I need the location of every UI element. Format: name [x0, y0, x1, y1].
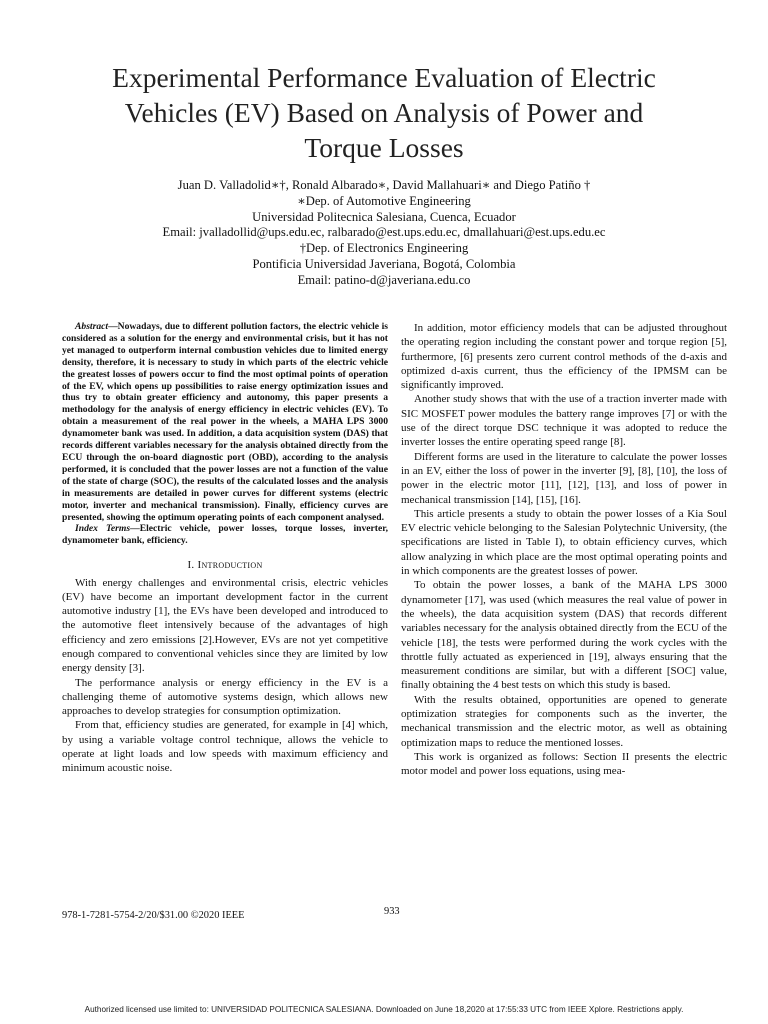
title-line: Experimental Performance Evaluation of Electric	[112, 62, 656, 93]
affiliation-dept-1: ∗Dep. of Automotive Engineering	[297, 193, 471, 208]
body-paragraph: This work is organized as follows: Section II presents the electric motor model and power loss equations, using mea-	[401, 750, 727, 778]
license-notice: Authorized licensed use limited to: UNIVERSIDAD POLITECNICA SALESIANA. Downloaded on June 18,2020 at 17:55:33 UTC from IEEE Xplore. Restrictions apply.	[84, 1005, 684, 1014]
index-terms	[62, 523, 388, 547]
body-paragraph: Another study shows that with the use of a traction inverter made with SIC MOSFET power modules the battery range improves [7] or with the use of the direct torque DSC technique it was adopted to reduce the inverter losses the entire operating speed range [8].	[401, 393, 727, 449]
page-number: 933	[384, 906, 400, 917]
footer-isbn: 978-1-7281-5754-2/20/$31.00 ©2020 IEEE	[62, 910, 245, 921]
body-paragraph: This article presents a study to obtain the power losses of a Kia Soul EV electric vehicle belonging to the Salesian Polytechnic University, (the specifications are listed in Table I), to obtain efficiency curves, which allow analyzing in which place are the most optimal operating points and in which components are the greatest losses of power.	[401, 507, 727, 578]
body-paragraph: With the results obtained, opportunities are opened to generate optimization strategies for components such as the inverter, the mechanical transmission and the electric motor, as well as obtaining optimization maps to reduce the mentioned losses.	[401, 693, 727, 749]
body-paragraph: To obtain the power losses, a bank of the MAHA LPS 3000 dynamometer [17], was used (which measures the real value of power in the wheels), the data acquisition system (DAS) that records different variables necessary for the analysis obtained directly from the ECU of the vehicle [18], the tests were performed during the work cycles with the throttle fully actuated as experienced in [19], always ensuring that the measurement conditions are similar, but with a different [SOC] value, finally obtaining the 4 best tests on which this study is based.	[401, 579, 727, 692]
author-names: Juan D. Valladolid∗†, Ronald Albarado∗, David Mallahuari∗ and Diego Patiño †	[177, 178, 591, 192]
index-terms-lead: Index Terms	[75, 523, 131, 535]
title-line: Vehicles (EV) Based on Analysis of Power and	[124, 97, 644, 128]
index-terms-text: —Electric vehicle, power losses, torque losses, inverter, dynamometer bank, efficiency.	[62, 523, 388, 547]
body-paragraph: In addition, motor efficiency models that can be adjusted throughout the operating region including the constant power and torque region [5], furthermore, [6] presents zero current control methods of the d-axis and optimized d-axis current, thus the efficiency of the IPMSM can be significantly improved.	[401, 322, 727, 392]
paper-title	[60, 60, 708, 165]
right-column	[401, 321, 727, 779]
author-block	[60, 178, 708, 289]
affiliation-univ-1: Universidad Politecnica Salesiana, Cuenca, Ecuador	[252, 209, 516, 224]
affiliation-email-1: Email: jvalladollid@ups.edu.ec, ralbarado@est.ups.edu.ec, dmallahuari@est.ups.edu.ec	[162, 225, 606, 240]
abstract-text: —Nowadays, due to different pollution factors, the electric vehicle is considered as a solution for the energy and environmental crisis, but it has not yet managed to outperform internal combustion vehicles due to limited energy density, therefore, it is necessary to study in which parts of the electric vehicle the greatest losses of powers occur to find the most optimal points of operation of the EV, which opens up possibilities to raise energy optimization issues and thus try to obtain greater efficiency and autonomy, this paper presents a methodology for the analysis of energy efficiency in electric vehicles (EV). To obtain a measurement of the real power in the wheels, a MAHA LPS 3000 dynamometer bank was used. In addition, a data acquisition system (DAS) that records different variables necessary for the analysis obtained directly from the ECU through the on-board diagnostic port (OBD), according to the analysis performed, it is concluded that the power losses are not a function of the value of the state of charge (SOC), the results of the calculated losses and the analysis in measurements are detailed in power curves for different systems (electric motor, inverter and mechanical transmission). Finally, efficiency curves are presented, showing the optimum operating points of each component analysed.	[62, 321, 388, 523]
title-line: Torque Losses	[304, 132, 464, 163]
affiliation-univ-2: Pontificia Universidad Javeriana, Bogotá, Colombia	[252, 256, 516, 271]
left-column	[62, 321, 388, 776]
body-paragraph: With energy challenges and environmental crisis, electric vehicles (EV) have become an important development factor in the current automotive industry [1], the EVs have been developed and introduced to the automotive fleet intensively because of the advantages of high efficiency and zero emissions [2].However, EVs are not yet competitive enough compared to conventional vehicles since they are limited by low energy density [3].	[62, 576, 388, 675]
body-paragraph: The performance analysis or energy efficiency in the EV is a challenging theme of automotive systems design, which allows new approaches to develop strategies for consumption optimization.	[62, 676, 388, 718]
affiliation-email-2: Email: patino-d@javeriana.edu.co	[297, 272, 471, 287]
abstract-lead: Abstract	[75, 321, 109, 332]
body-paragraph: From that, efficiency studies are generated, for example in [4] which, by using a variable voltage control technique, allows the vehicle to operate at light loads and low speeds with maximum efficiency and minimum acoustic noise.	[62, 719, 388, 775]
affiliation-dept-2: †Dep. of Electronics Engineering	[299, 241, 469, 256]
abstract	[62, 321, 388, 523]
body-paragraph: Different forms are used in the literature to calculate the power losses in an EV, either the loss of power in the inverter [9], [8], [10], the loss of power in the electric motor [11], [12], [13], and loss of power in mechanical transmission [14], [15], [16].	[401, 450, 727, 506]
section-heading: I. Introduction	[187, 559, 263, 572]
